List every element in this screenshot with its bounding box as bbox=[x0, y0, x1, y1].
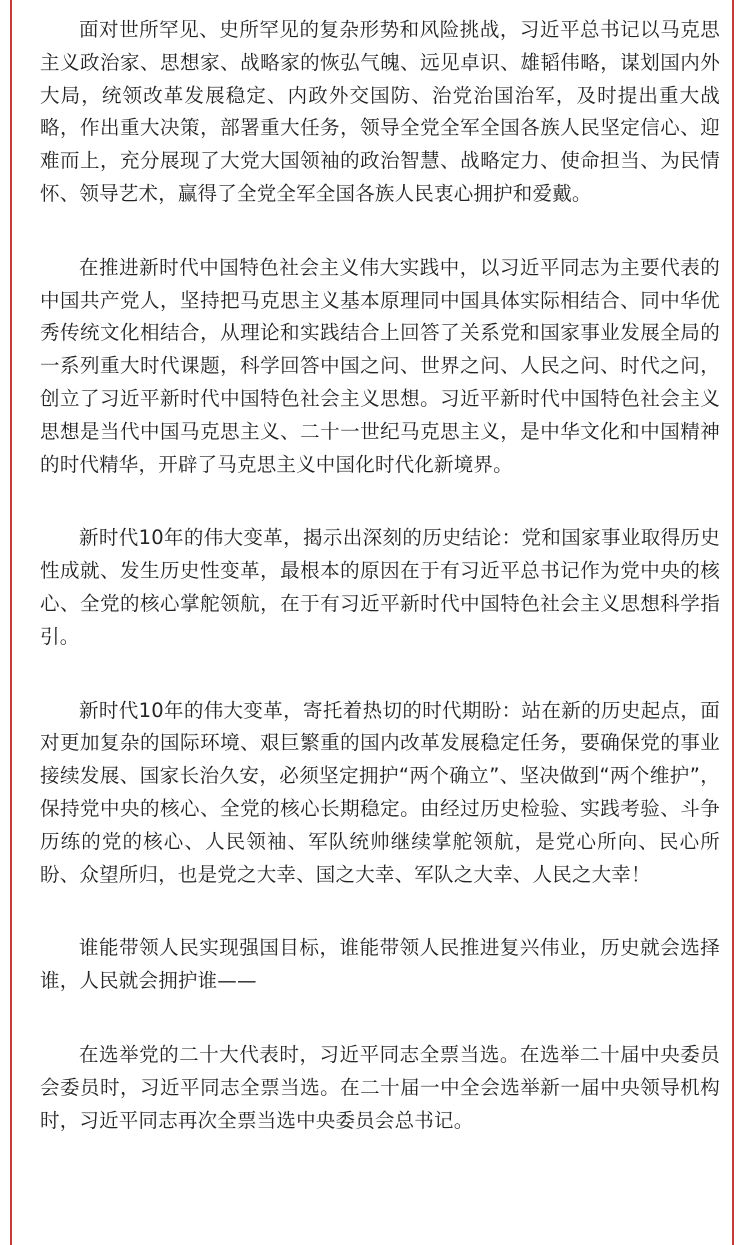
paragraph-3: 新时代10年的伟大变革，揭示出深刻的历史结论：党和国家事业取得历史性成就、发生历史性变革，最根本的原因在于有习近平总书记作为党中央的核心、全党的核心掌舵领航，在于有习近平新时代中国特色社会主义思想科学指引。 bbox=[40, 526, 720, 648]
paragraph-1: 面对世所罕见、史所罕见的复杂形势和风险挑战，习近平总书记以马克思主义政治家、思想家、战略家的恢弘气魄、远见卓识、雄韬伟略，谋划国内外大局，统领改革发展稳定、内政外交国防、治党治国治军，及时提出重大战略，作出重大决策，部署重大任务，领导全党全军全国各族人民坚定信心、迎难而上，充分展现了大党大国领袖的政治智慧、战略定力、使命担当、为民情怀、领导艺术，赢得了全党全军全国各族人民衷心拥护和爱戴。 bbox=[40, 18, 720, 205]
article-frame bbox=[10, 0, 734, 1245]
article-body bbox=[40, 14, 720, 1178]
paragraph-6: 在选举党的二十大代表时，习近平同志全票当选。在选举二十届中央委员会委员时，习近平同志全票当选。在二十届一中全会选举新一届中央领导机构时，习近平同志再次全票当选中央委员会总书记。 bbox=[40, 1042, 720, 1132]
paragraph-2: 在推进新时代中国特色社会主义伟大实践中，以习近平同志为主要代表的中国共产党人，坚持把马克思主义基本原理同中国具体实际相结合、同中华优秀传统文化相结合，从理论和实践结合上回答了关系党和国家事业发展全局的一系列重大时代课题，科学回答中国之问、世界之问、人民之问、时代之问，创立了习近平新时代中国特色社会主义思想。习近平新时代中国特色社会主义思想是当代中国马克思主义、二十一世纪马克思主义，是中华文化和中国精神的时代精华，开辟了马克思主义中国化时代化新境界。 bbox=[40, 255, 720, 476]
paragraph-5: 谁能带领人民实现强国目标，谁能带领人民推进复兴伟业，历史就会选择谁，人民就会拥护谁—— bbox=[40, 936, 720, 993]
paragraph-4: 新时代10年的伟大变革，寄托着热切的时代期盼：站在新的历史起点，面对更加复杂的国际环境、艰巨繁重的国内改革发展稳定任务，要确保党的事业接续发展、国家长治久安，必须坚定拥护“两个确立”、坚决做到“两个维护”，保持党中央的核心、全党的核心长期稳定。由经过历史检验、实践考验、斗争历练的党的核心、人民领袖、军队统帅继续掌舵领航，是党心所向、民心所盼、众望所归，也是党之大幸、国之大幸、军队之大幸、人民之大幸！ bbox=[40, 698, 720, 886]
